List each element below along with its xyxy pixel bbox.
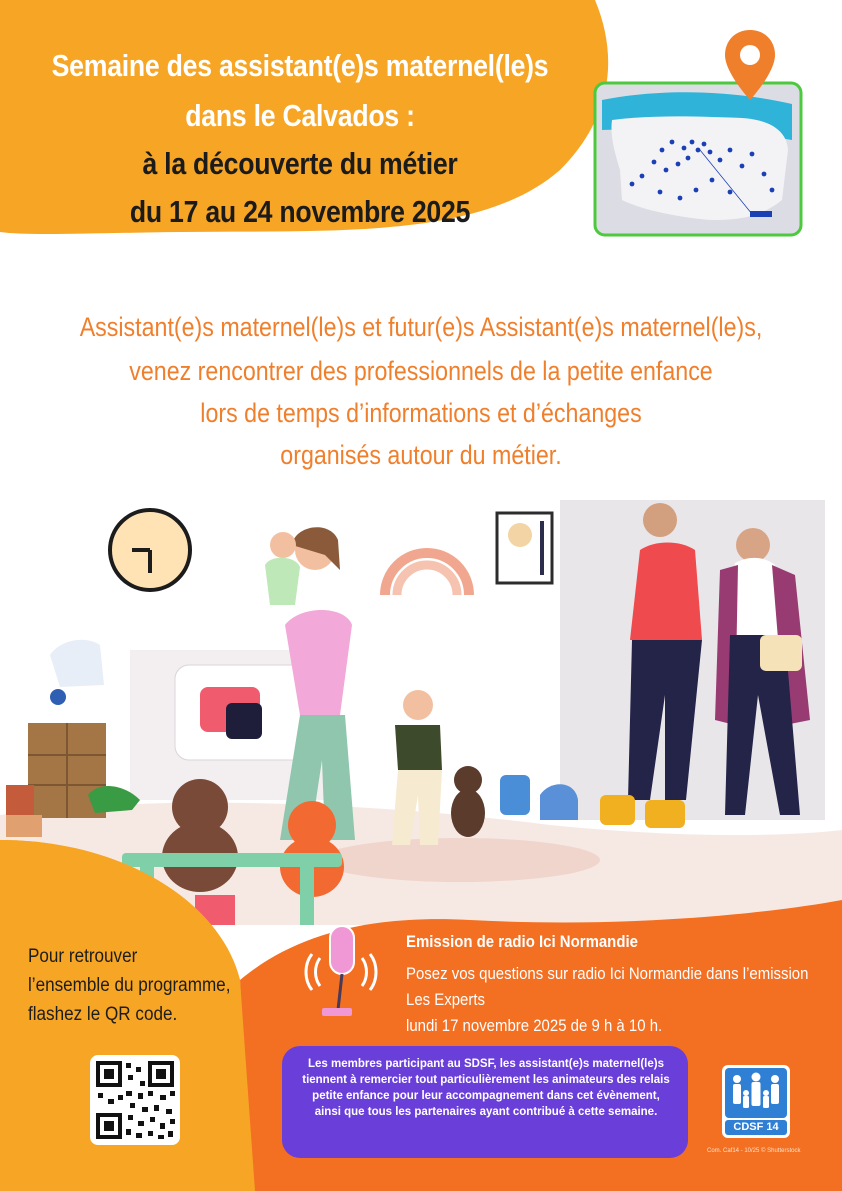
calvados-map-image [592, 80, 804, 238]
qr-code-icon [90, 1055, 180, 1145]
intro-line-1: Assistant(e)s maternel(le)s et futur(e)s Assistant(e)s maternel(le)s, [79, 312, 763, 342]
qr-code[interactable] [90, 1055, 180, 1145]
title-line-2: dans le Calvados : [185, 98, 415, 133]
qr-text-line-3: flashez le QR code. [28, 1004, 178, 1025]
microphone-icon [298, 922, 384, 1022]
radio-line-1: Posez vos questions sur radio Ici Normandie dans l’emission [406, 964, 809, 983]
intro-line-4: organisés autour du métier. [280, 440, 562, 470]
intro-line-2: venez rencontrer des professionnels de la petite enfance [129, 356, 713, 386]
credit-text: Com. Caf14 - 10/25 © Shutterstock [707, 1148, 801, 1154]
title-line-1: Semaine des assistant(e)s maternel(le)s [51, 48, 549, 83]
radio-line-2: Les Experts [406, 990, 485, 1009]
location-pin-icon [722, 28, 778, 102]
wall-clock-icon [110, 510, 190, 590]
radio-title: Emission de radio Ici Normandie [406, 932, 638, 951]
radio-line-3: lundi 17 novembre 2025 de 9 h à 10 h. [406, 1016, 663, 1035]
cdsf-logo [722, 1065, 790, 1138]
cdsf-logo-label: CDSF 14 [733, 1121, 779, 1133]
qr-text-line-2: l’ensemble du programme, [28, 975, 231, 996]
title-line-3: à la découverte du métier [142, 146, 458, 181]
intro-line-3: lors de temps d’informations et d’échanges [200, 398, 642, 428]
thanks-text: Les membres participant au SDSF, les assistant(e)s maternel(le)s tiennent à remercier tout particulièrement les animateurs des relais petite enfance pour leur accompagnement dans cet évènement, ainsi que tous les partenaires ayant contribué à cette semaine. [302, 1058, 670, 1118]
title-line-4: du 17 au 24 novembre 2025 [129, 194, 471, 229]
qr-text-line-1: Pour retrouver [28, 946, 138, 967]
